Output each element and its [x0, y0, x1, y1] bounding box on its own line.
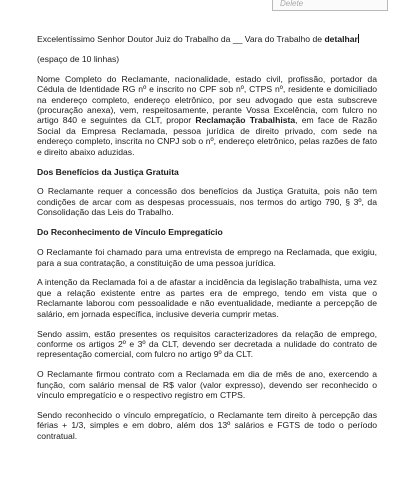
salutation	[37, 34, 377, 44]
delete-field[interactable]: Delete	[272, 0, 388, 11]
vinculo-paragraph: O Reclamante firmou contrato com a Reclamada em dia de mês de ano, exercendo a função, com salário mensal de R$ valor (valor expresso), devendo ser reconhecido o vínculo empregatício e o respectivo registro em CTPS.	[37, 369, 377, 401]
section-heading-justica-gratuita: Dos Benefícios da Justiça Gratuita	[37, 166, 179, 177]
vinculo-paragraph: O Reclamante foi chamado para uma entrevista de emprego na Reclamada, que exigiu, para a sua contratação, a constituição de uma pessoa jurídica.	[37, 247, 377, 268]
vinculo-paragraph: Sendo reconhecido o vínculo empregatício, o Reclamante tem direito à percepção das férias + 1/3, simples e em dobro, além dos 13º salários e FGTS de todo o período contratual.	[37, 409, 377, 441]
spacing-note: (espaço de 10 linhas)	[37, 53, 120, 64]
vinculo-paragraph: Sendo assim, estão presentes os requisitos caracterizadores da relação de emprego, conforme os artigos 2º e 3º da CLT, devendo ser decretada a nulidade do contrato de representação comercial, com fulcro no artigo 9º da CLT.	[37, 328, 377, 360]
qualification-paragraph	[37, 74, 377, 157]
salutation-text: Excelentíssimo Senhor Doutor Juiz do Trabalho da __ Vara do Trabalho de	[37, 34, 325, 44]
justica-gratuita-paragraph: O Reclamante requer a concessão dos benefícios da Justiça Gratuita, pois não tem condições de arcar com as despesas processuais, nos termos do artigo 790, § 3º, da Consolidação das Leis do Trabalho.	[37, 186, 377, 218]
document-body	[37, 34, 377, 451]
text-cursor	[358, 34, 359, 43]
vinculo-paragraph: A intenção da Reclamada foi a de afastar a incidência da legislação trabalhista, uma vez que a relação existente entre as partes era de emprego, tendo em vista que o Reclamante laborou com pessoalidade e não eventualidade, mediante a percepção de salário, em jornada específica, inclusive deveria cumprir metas.	[37, 277, 377, 319]
salutation-placeholder: detalhar	[324, 34, 358, 44]
section-heading-vinculo: Do Reconhecimento de Vínculo Empregatício	[37, 227, 223, 238]
qualification-part2: , em face de Razão Social da Empresa Reclamada, pessoa jurídica de direito privado, com sede na endereço completo, inscrita no CNPJ sob o nº, endereço eletrônico, pelas razões de fato e direito abaixo aduzidas.	[37, 115, 377, 157]
qualification-part1: Nome Completo do Reclamante, nacionalidade, estado civil, profissão, portador da Cédula de Identidade RG nº e inscrito no CPF sob nº, CTPS nº, residente e domiciliado na endereço completo, endereço eletrônico, por seu advogado que esta subscreve (procuração anexa), vem, respeitosamente, perante Vossa Excelência, com fulcro no artigo 840 e seguintes da CLT, propor	[37, 73, 377, 126]
qualification-action-name: Reclamação Trabalhista	[195, 115, 296, 126]
